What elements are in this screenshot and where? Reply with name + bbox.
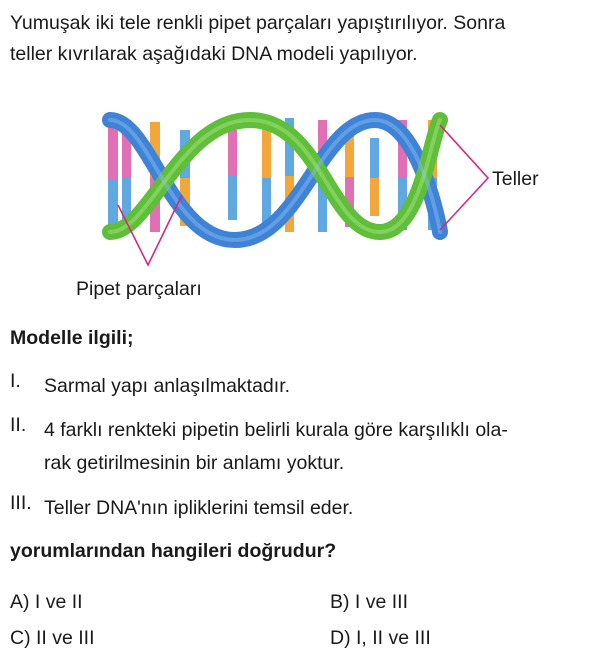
question-prompt: yorumlarından hangileri doğrudur? bbox=[10, 540, 337, 562]
option-c[interactable]: C) II ve III bbox=[10, 627, 95, 649]
statement-number: I. bbox=[10, 370, 21, 392]
intro-line-2: teller kıvrılarak aşağıdaki DNA modeli yapılıyor. bbox=[10, 43, 418, 65]
pipette-rung bbox=[228, 175, 237, 220]
statement-text-line-2: rak getirilmesinin bir anlamı yoktur. bbox=[44, 452, 345, 474]
intro-paragraph bbox=[10, 8, 610, 70]
statement-text: Teller DNA'nın ipliklerini temsil eder. bbox=[44, 497, 354, 519]
label-pipet: Pipet parçaları bbox=[76, 278, 202, 300]
intro-line-1: Yumuşak iki tele renkli pipet parçaları yapıştırılıyor. Sonra bbox=[10, 12, 506, 34]
option-a[interactable]: A) I ve II bbox=[10, 591, 83, 613]
pipette-rung bbox=[370, 178, 379, 216]
statement-heading: Modelle ilgili; bbox=[10, 327, 134, 349]
statement-text bbox=[44, 414, 610, 480]
statement-text-line-1: 4 farklı renkteki pipetin belirli kurala göre karşılıklı ola- bbox=[44, 419, 508, 441]
label-teller: Teller bbox=[492, 168, 539, 190]
option-b[interactable]: B) I ve III bbox=[330, 591, 409, 613]
statement-text: Sarmal yapı anlaşılmaktadır. bbox=[44, 375, 291, 397]
option-d[interactable]: D) I, II ve III bbox=[330, 627, 431, 649]
pipette-rung bbox=[228, 130, 237, 175]
statement-number: III. bbox=[10, 492, 32, 514]
pipette-rung bbox=[370, 138, 379, 178]
teller-pointer bbox=[440, 125, 488, 230]
statement-number: II. bbox=[10, 414, 27, 436]
